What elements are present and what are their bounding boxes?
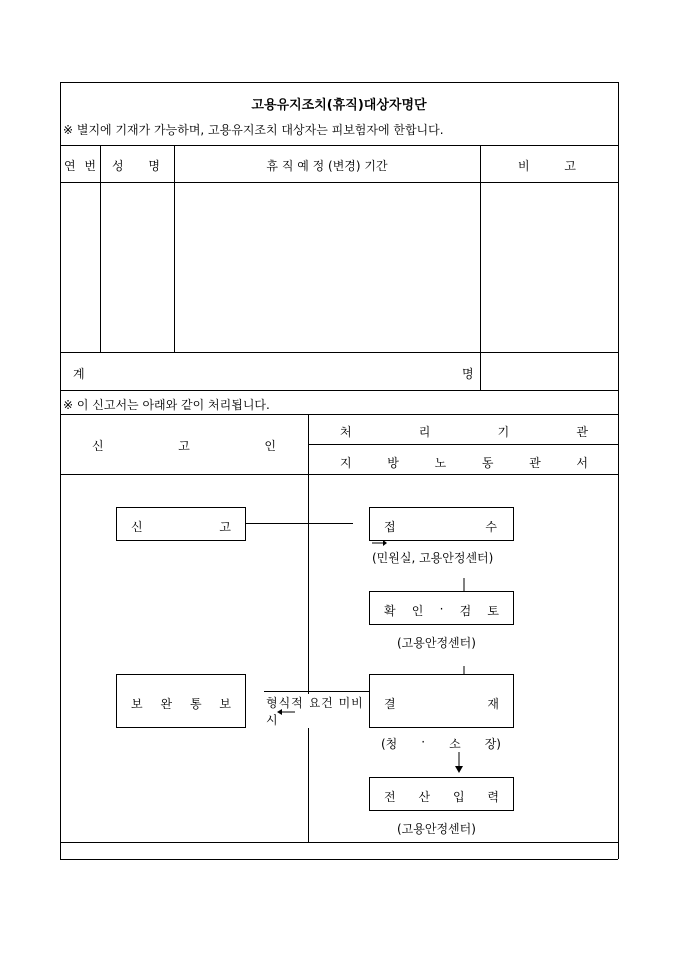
agency-char-1: 처 [340,425,352,439]
line-header-top [60,145,618,146]
line-agency-split [308,444,618,445]
col-line-1 [100,145,101,352]
office-char-3: 노 [434,456,447,470]
connector-deficiency [264,691,369,692]
agency-header [340,423,588,440]
receipt-box [369,507,514,541]
receipt-char-1: 접 [384,520,396,534]
input-sub: (고용안정센터) [397,822,476,836]
input-char-2: 산 [418,790,431,804]
declarant-char-2: 고 [178,439,190,453]
frame-right [618,82,619,859]
review-box [369,591,514,625]
approval-sub-3: 소 [449,737,461,751]
col-line-2 [174,145,175,352]
approval-box [369,674,514,728]
office-char-4: 동 [481,456,494,470]
arrow-down-icon [454,752,464,774]
review-char-4: 검 [459,604,472,618]
review-char-3: · [439,602,444,616]
col-header-remarks [518,157,576,174]
arrow-left-icon [277,707,295,717]
line-process-header-bottom [60,474,618,475]
supplement-char-4: 보 [219,697,231,711]
input-box [369,777,514,811]
input-char-3: 입 [452,790,465,804]
approval-char-2: 재 [487,697,499,711]
approval-sub [381,735,501,752]
line-process-bottom [60,842,618,843]
col-header-period: 휴 직 예 정 (변경) 기간 [266,159,388,173]
office-char-5: 관 [529,456,541,470]
line-process-top [60,414,618,415]
review-char-1: 확 [384,604,396,618]
declarant-char-3: 인 [264,439,276,453]
approval-sub-2: · [421,735,426,749]
office-char-1: 지 [340,456,352,470]
report-char-1: 신 [131,520,143,534]
col-header-name-2: 명 [148,159,160,173]
supplement-char-2: 완 [160,697,173,711]
review-char-5: 토 [487,604,499,618]
supplement-box [116,674,246,728]
line-total-bottom [60,390,618,391]
frame-top [60,82,618,83]
approval-sub-4: 장) [484,737,501,751]
receipt-arrow-icon [372,538,388,548]
declarant-header [92,437,276,454]
connector-report-receipt [246,523,353,524]
process-divider [308,414,309,842]
deficiency-cont: 시 [266,713,278,727]
agency-char-2: 리 [418,425,431,439]
office-char-6: 서 [576,456,588,470]
col-header-no-2: 번 [84,159,96,173]
agency-char-3: 기 [497,425,510,439]
supplement-char-1: 보 [131,697,143,711]
line-header-bottom [60,182,618,183]
review-sub: (고용안정센터) [397,636,476,650]
input-char-1: 전 [384,790,396,804]
approval-sub-1: (청 [381,737,398,751]
receipt-sub: (민원실, 고용안정센터) [372,551,494,565]
office-char-2: 방 [387,456,399,470]
col-header-no [64,157,96,174]
frame-bottom [60,859,618,860]
col-header-remarks-2: 고 [564,159,576,173]
supplement-char-3: 통 [189,697,202,711]
line-body-bottom [60,352,618,353]
report-box [116,507,246,541]
total-label: 계 [73,367,85,381]
col-header-no-1: 연 [64,159,76,173]
col-header-name [112,157,160,174]
deficiency-text: 형식적 요건 미비 [266,696,364,710]
report-char-2: 고 [219,520,231,534]
approval-char-1: 결 [384,697,396,711]
divider-gap-white [308,706,310,728]
frame-left [60,82,61,859]
office-header [340,454,588,471]
total-unit: 명 [462,367,474,381]
input-char-4: 력 [487,790,499,804]
declarant-char-1: 신 [92,439,104,453]
note-process: ※ 이 신고서는 아래와 같이 처리됩니다. [63,398,270,412]
agency-char-4: 관 [576,425,588,439]
note-register: ※ 별지에 기재가 가능하며, 고용유지조치 대상자는 피보험자에 한합니다. [63,123,444,137]
form-title: 고용유지조치(휴직)대상자명단 [251,98,427,113]
receipt-char-2: 수 [485,520,497,534]
col-header-remarks-1: 비 [518,159,530,173]
col-header-name-1: 성 [112,159,124,173]
col-line-3 [480,145,481,390]
review-char-2: 인 [411,604,424,618]
